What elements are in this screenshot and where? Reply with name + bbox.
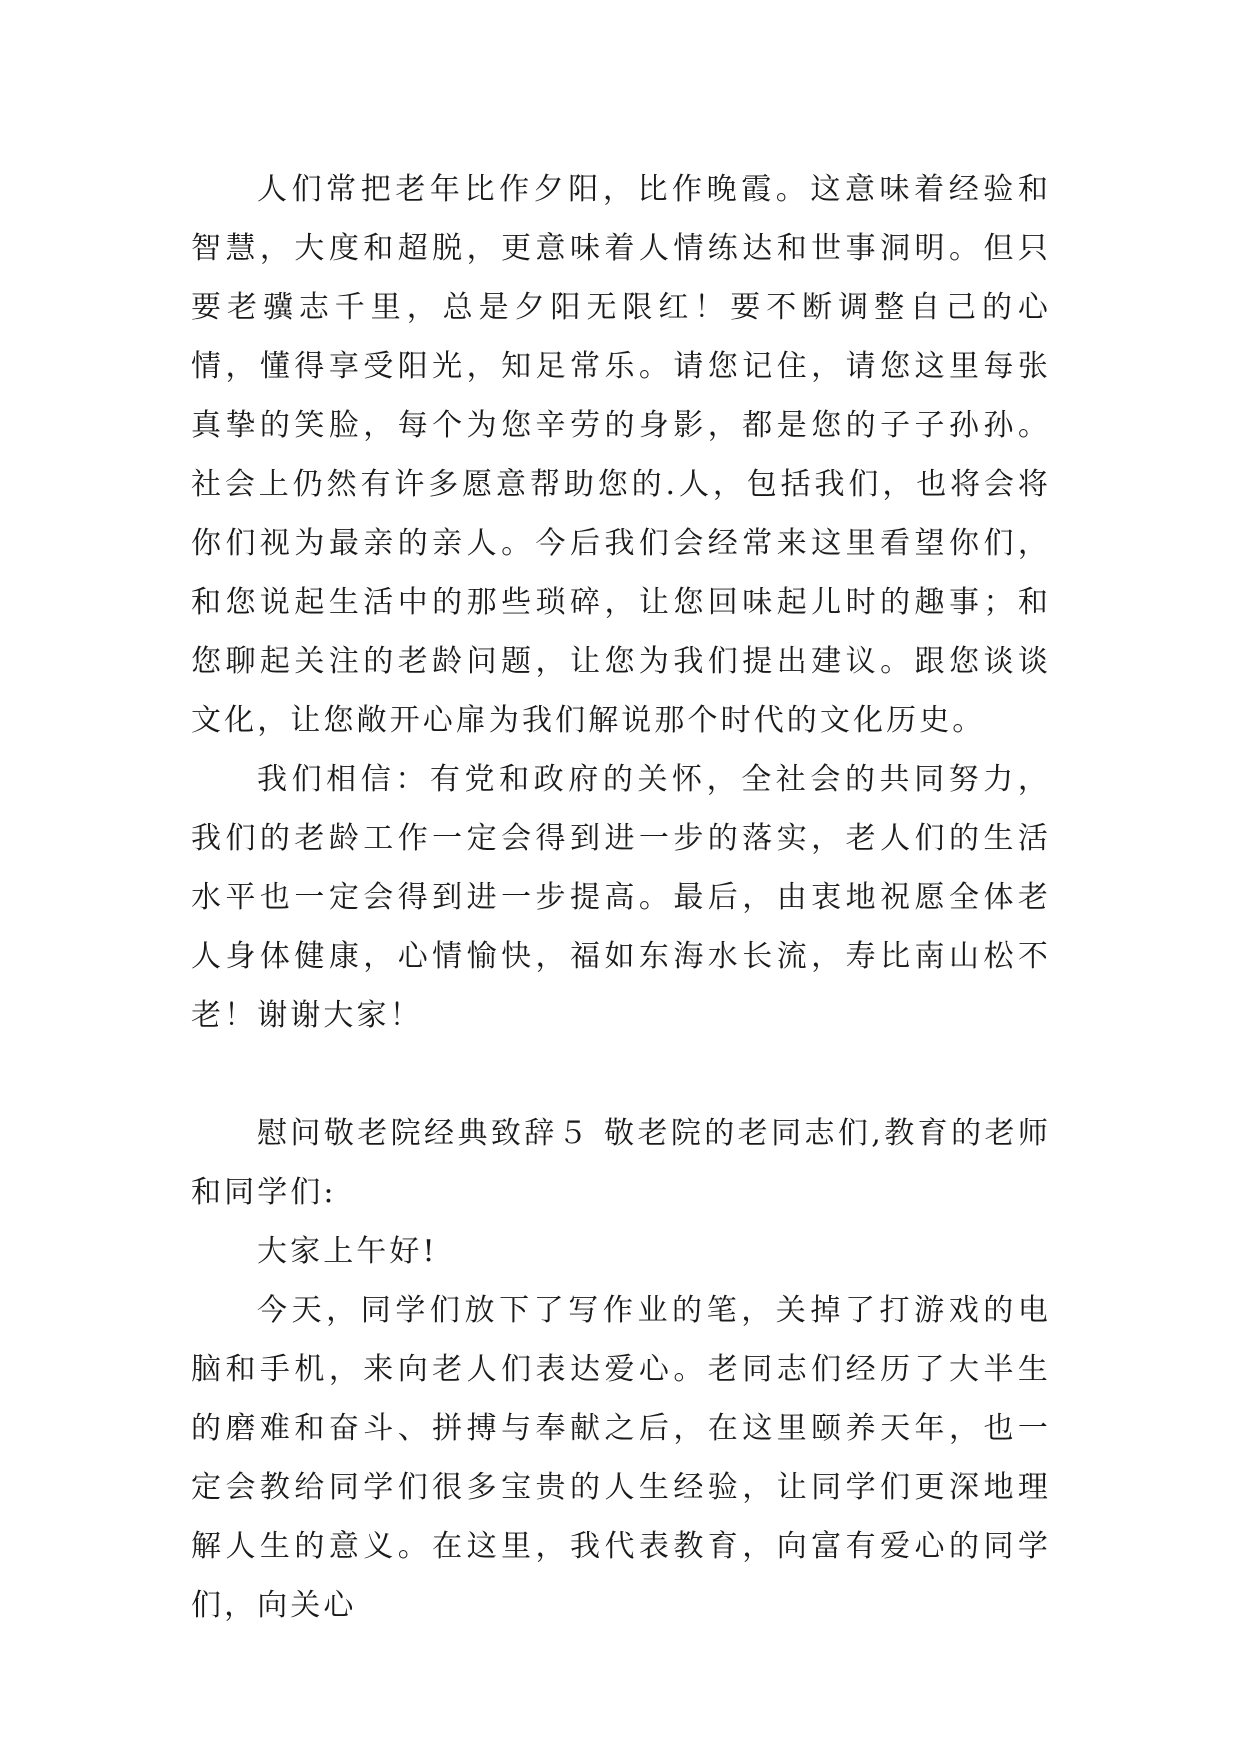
paragraph-sunset-metaphor: 人们常把老年比作夕阳，比作晚霞。这意味着经验和智慧，大度和超脱，更意味着人情练达和世事洞明。但只要老骥志千里，总是夕阳无限红！要不断调整自己的心情，懂得享受阳光，知足常乐。请您记住，请您这里每张真挚的笑脸，每个为您辛劳的身影，都是您的子子孙孙。社会上仍然有许多愿意帮助您的.人，包括我们，也将会将你们视为最亲的亲人。今后我们会经常来这里看望你们，和您说起生活中的那些琐碎，让您回味起儿时的趣事；和您聊起关注的老龄问题，让您为我们提出建议。跟您谈谈文化，让您敞开心扉为我们解说那个时代的文化历史。	[191, 172, 1051, 738]
section-spacer	[191, 1045, 1051, 1104]
section-heading-greeting: 慰问敬老院经典致辞５ 敬老院的老同志们,教育的老师和同学们:	[191, 1116, 1051, 1210]
paragraph-good-morning: 大家上午好!	[257, 1234, 438, 1269]
document-body	[191, 160, 1051, 1635]
paragraph-closing-wishes: 我们相信：有党和政府的关怀，全社会的共同努力，我们的老龄工作一定会得到进一步的落实，老人们的生活水平也一定会得到进一步提高。最后，由衷地祝愿全体老人身体健康，心情愉快，福如东海水长流，寿比南山松不老！谢谢大家！	[191, 762, 1051, 1033]
paragraph-today-students: 今天，同学们放下了写作业的笔，关掉了打游戏的电脑和手机，来向老人们表达爱心。老同志们经历了大半生的磨难和奋斗、拼搏与奉献之后，在这里颐养天年，也一定会教给同学们很多宝贵的人生经验，让同学们更深地理解人生的意义。在这里，我代表教育，向富有爱心的同学们，向关心	[191, 1293, 1051, 1623]
